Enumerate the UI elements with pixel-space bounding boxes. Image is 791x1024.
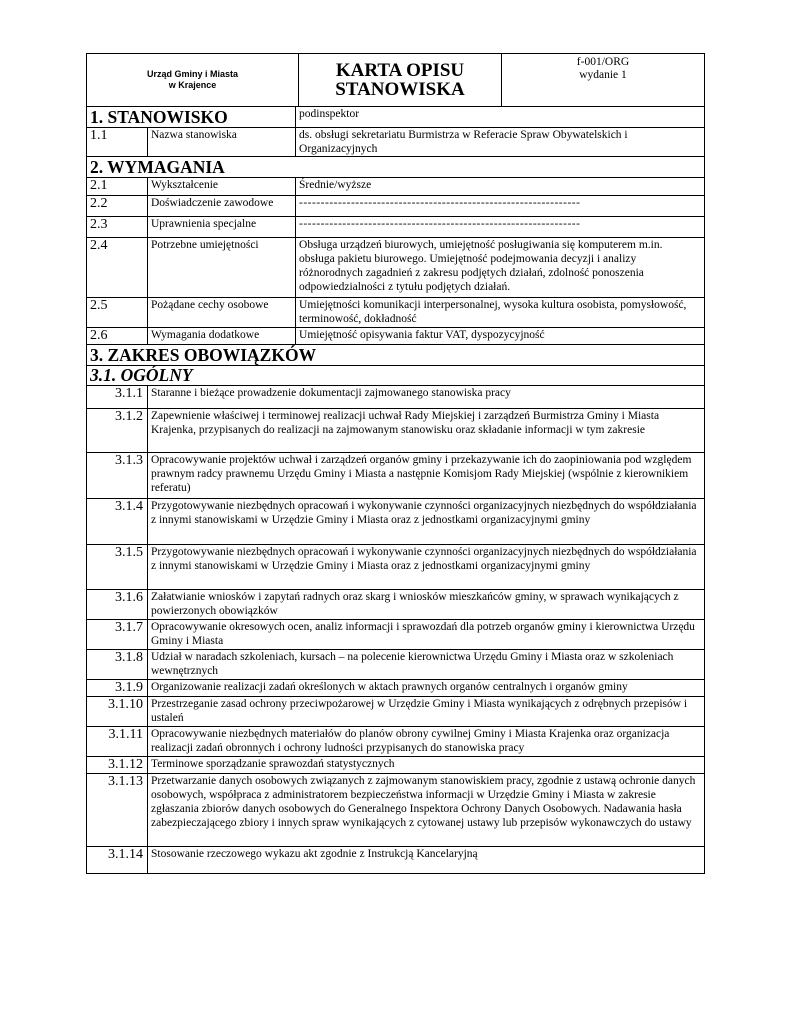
row-number: 3.1.2 [87,409,148,453]
table-row [87,453,705,499]
row-value: ----------------------------------------------------------------- [296,196,705,217]
position-value: podinspektor [296,107,705,128]
row-label: Pożądane cechy osobowe [148,298,296,328]
row-label: Nazwa stanowiska [148,128,296,157]
row-text: Udział w naradach szkoleniach, kursach – na polecenie kierownictwa Urzędu Gminy i Miasta oraz w szkoleniach wewnętrznych [148,650,705,680]
row-number: 1.1 [87,128,148,157]
row-number: 3.1.11 [87,727,148,757]
row-text: Staranne i bieżące prowadzenie dokumentacji zajmowanego stanowiska pracy [148,386,705,409]
table-row [87,386,705,409]
title-line-1: KARTA OPISU [335,60,465,81]
row-value: Umiejętność opisywania faktur VAT, dyspozycyjność [296,328,705,345]
table-row [87,128,705,157]
table-row [87,499,705,545]
document-header [86,53,705,107]
row-number: 3.1.4 [87,499,148,545]
row-label: Potrzebne umiejętności [148,238,296,298]
document-code [502,54,705,107]
section-title: 2. WYMAGANIA [87,157,705,178]
section-title: 3. ZAKRES OBOWIĄZKÓW [87,345,705,366]
row-number: 2.3 [87,217,148,238]
row-text: Zapewnienie właściwej i terminowej realizacji uchwał Rady Miejskiej i zarządzeń Burmistrza Gminy i Miasta Krajenka, przypisanych do realizacji na zajmowanym stanowisku oraz składanie informacji w tym zakresie [148,409,705,453]
row-value: Obsługa urządzeń biurowych, umiejętność posługiwania się komputerem m.in. obsługa pakietu biurowego. Umiejętność podejmowania decyzji i analizy różnorodnych zagadnień z zakresu podjętych działań, zdolność ponoszenia odpowiedzialności z tytułu podjętych działań. [296,238,705,298]
row-number: 3.1.13 [87,774,148,847]
org-line-2: w Krajence [168,80,217,90]
row-text: Przygotowywanie niezbędnych opracowań i wykonywanie czynności organizacyjnych niezbędnych do współdziałania z innymi stanowiskami w Urzędzie Gminy i Miasta oraz z jednostkami organizacyjnymi gminy [148,545,705,590]
table-row [87,590,705,620]
table-row [87,328,705,345]
row-number: 3.1.1 [87,386,148,409]
table-row [87,196,705,217]
subsection-title: 3.1. OGÓLNY [87,366,705,386]
title-line-2: STANOWISKA [335,79,465,100]
row-text: Opracowywanie projektów uchwał i zarządzeń organów gminy i przekazywanie ich do zaopiniowania pod względem prawnym radcy prawnemu Urzędu Gminy i Miasta a następnie Komisjom Rady Miejskiej (wspólnie z kierownikiem referatu) [148,453,705,499]
row-number: 3.1.9 [87,680,148,697]
section-header-position [87,107,705,128]
row-text: Organizowanie realizacji zadań określonych w aktach prawnych organów centralnych i organów gminy [148,680,705,697]
section-title: 1. STANOWISKO [87,107,296,128]
row-text: Przestrzeganie zasad ochrony przeciwpożarowej w Urzędzie Gminy i Miasta wynikających z odrębnych przepisów i ustaleń [148,697,705,727]
row-value: ds. obsługi sekretariatu Burmistrza w Referacie Spraw Obywatelskich i Organizacyjnych [296,128,705,157]
row-text: Opracowywanie niezbędnych materiałów do planów obrony cywilnej Gminy i Miasta Krajenka oraz organizacja realizacji zadań obronnych i ochrony ludności przypisanych do stanowiska pracy [148,727,705,757]
row-number: 3.1.3 [87,453,148,499]
row-text: Terminowe sporządzanie sprawozdań statystycznych [148,757,705,774]
row-number: 3.1.7 [87,620,148,650]
row-number: 2.1 [87,178,148,196]
row-value: Średnie/wyższe [296,178,705,196]
table-row [87,238,705,298]
row-text: Przetwarzanie danych osobowych związanych z zajmowanym stanowiskiem pracy, zgodnie z ustawą ochronie danych osobowych, współpraca z administratorem bezpieczeństwa informacji w Urzędzie Gminy i Miasta w zakresie zgłaszania zbiorów danych osobowych do Generalnego Inspektora Ochrony Danych Osobowych. Nadawania hasła zabezpieczającego zbiory i innych spraw wynikających z cytowanej ustawy lub przepisów wykonawczych do ustawy [148,774,705,847]
row-label: Doświadczenie zawodowe [148,196,296,217]
row-number: 3.1.14 [87,847,148,874]
subsection-header-general [87,366,705,386]
section-header-duties [87,345,705,366]
table-row [87,409,705,453]
row-number: 2.2 [87,196,148,217]
table-row [87,298,705,328]
row-number: 2.5 [87,298,148,328]
row-text: Załatwianie wniosków i zapytań radnych oraz skarg i wniosków mieszkańców gminy, w sprawach wynikających z powierzonych obowiązków [148,590,705,620]
row-text: Przygotowywanie niezbędnych opracowań i wykonywanie czynności organizacyjnych niezbędnych do współdziałania z innymi stanowiskami w Urzędzie Gminy i Miasta oraz z jednostkami organizacyjnymi gminy [148,499,705,545]
org-line-1: Urząd Gminy i Miasta [146,69,239,79]
row-label: Wykształcenie [148,178,296,196]
row-value: Umiejętności komunikacji interpersonalnej, wysoka kultura osobista, pomysłowość, terminowość, dokładność [296,298,705,328]
table-row [87,847,705,874]
table-row [87,727,705,757]
code-line-2: wydanie 1 [579,69,627,81]
table-row [87,697,705,727]
row-text: Stosowanie rzeczowego wykazu akt zgodnie z Instrukcją Kancelaryjną [148,847,705,874]
row-number: 3.1.5 [87,545,148,590]
table-row [87,217,705,238]
table-row [87,545,705,590]
table-row [87,178,705,196]
document-title [299,54,502,107]
job-description-table [86,106,705,874]
row-number: 3.1.12 [87,757,148,774]
row-number: 3.1.6 [87,590,148,620]
table-row [87,774,705,847]
row-text: Opracowywanie okresowych ocen, analiz informacji i sprawozdań dla potrzeb organów gminy i kierownictwa Urzędu Gminy i Miasta [148,620,705,650]
row-label: Uprawnienia specjalne [148,217,296,238]
row-number: 3.1.10 [87,697,148,727]
table-row [87,680,705,697]
table-row [87,650,705,680]
table-row [87,620,705,650]
table-row [87,757,705,774]
row-number: 2.6 [87,328,148,345]
code-line-1: f-001/ORG [576,56,630,68]
row-value: ----------------------------------------------------------------- [296,217,705,238]
row-label: Wymagania dodatkowe [148,328,296,345]
section-header-requirements [87,157,705,178]
row-number: 3.1.8 [87,650,148,680]
row-number: 2.4 [87,238,148,298]
organization-name [87,54,299,107]
